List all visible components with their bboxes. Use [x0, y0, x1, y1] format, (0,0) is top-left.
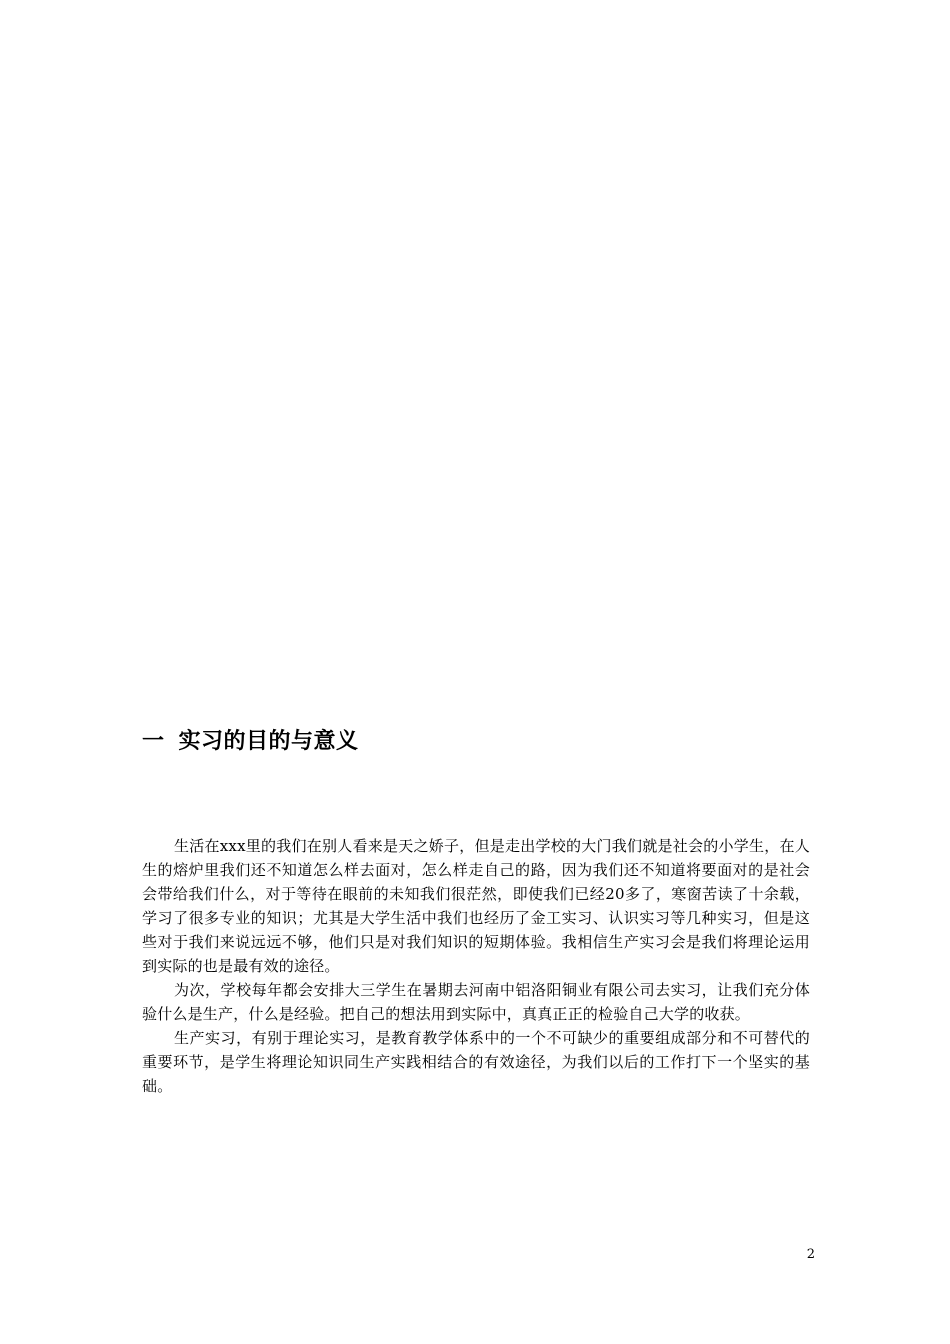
page-number: 2 — [806, 1247, 815, 1262]
section-number: 一 — [142, 729, 165, 754]
section-heading — [142, 726, 359, 758]
body-text — [142, 834, 810, 1098]
paragraph-intro: 生活在xxx里的我们在别人看来是天之娇子，但是走出学校的大门我们就是社会的小学生，在人生的熔炉里我们还不知道怎么样去面对，怎么样走自己的路，因为我们还不知道将要面对的是社会会带给我们什么，对于等待在眼前的未知我们很茫然，即使我们已经20多了，寒窗苦读了十余载，学习了很多专业的知识；尤其是大学生活中我们也经历了金工实习、认识实习等几种实习，但是这些对于我们来说远远不够，他们只是对我们知识的短期体验。我相信生产实习会是我们将理论运用到实际的也是最有效的途径。 — [142, 837, 810, 975]
paragraph-arrangement: 为次，学校每年都会安排大三学生在暑期去河南中铝洛阳铜业有限公司去实习，让我们充分体验什么是生产，什么是经验。把自己的想法用到实际中，真真正正的检验自己大学的收获。 — [142, 981, 810, 1023]
paragraph-significance: 生产实习，有别于理论实习，是教育教学体系中的一个不可缺少的重要组成部分和不可替代的重要环节，是学生将理论知识同生产实践相结合的有效途径，为我们以后的工作打下一个坚实的基础。 — [142, 1029, 810, 1095]
section-title: 实习的目的与意义 — [178, 729, 359, 754]
